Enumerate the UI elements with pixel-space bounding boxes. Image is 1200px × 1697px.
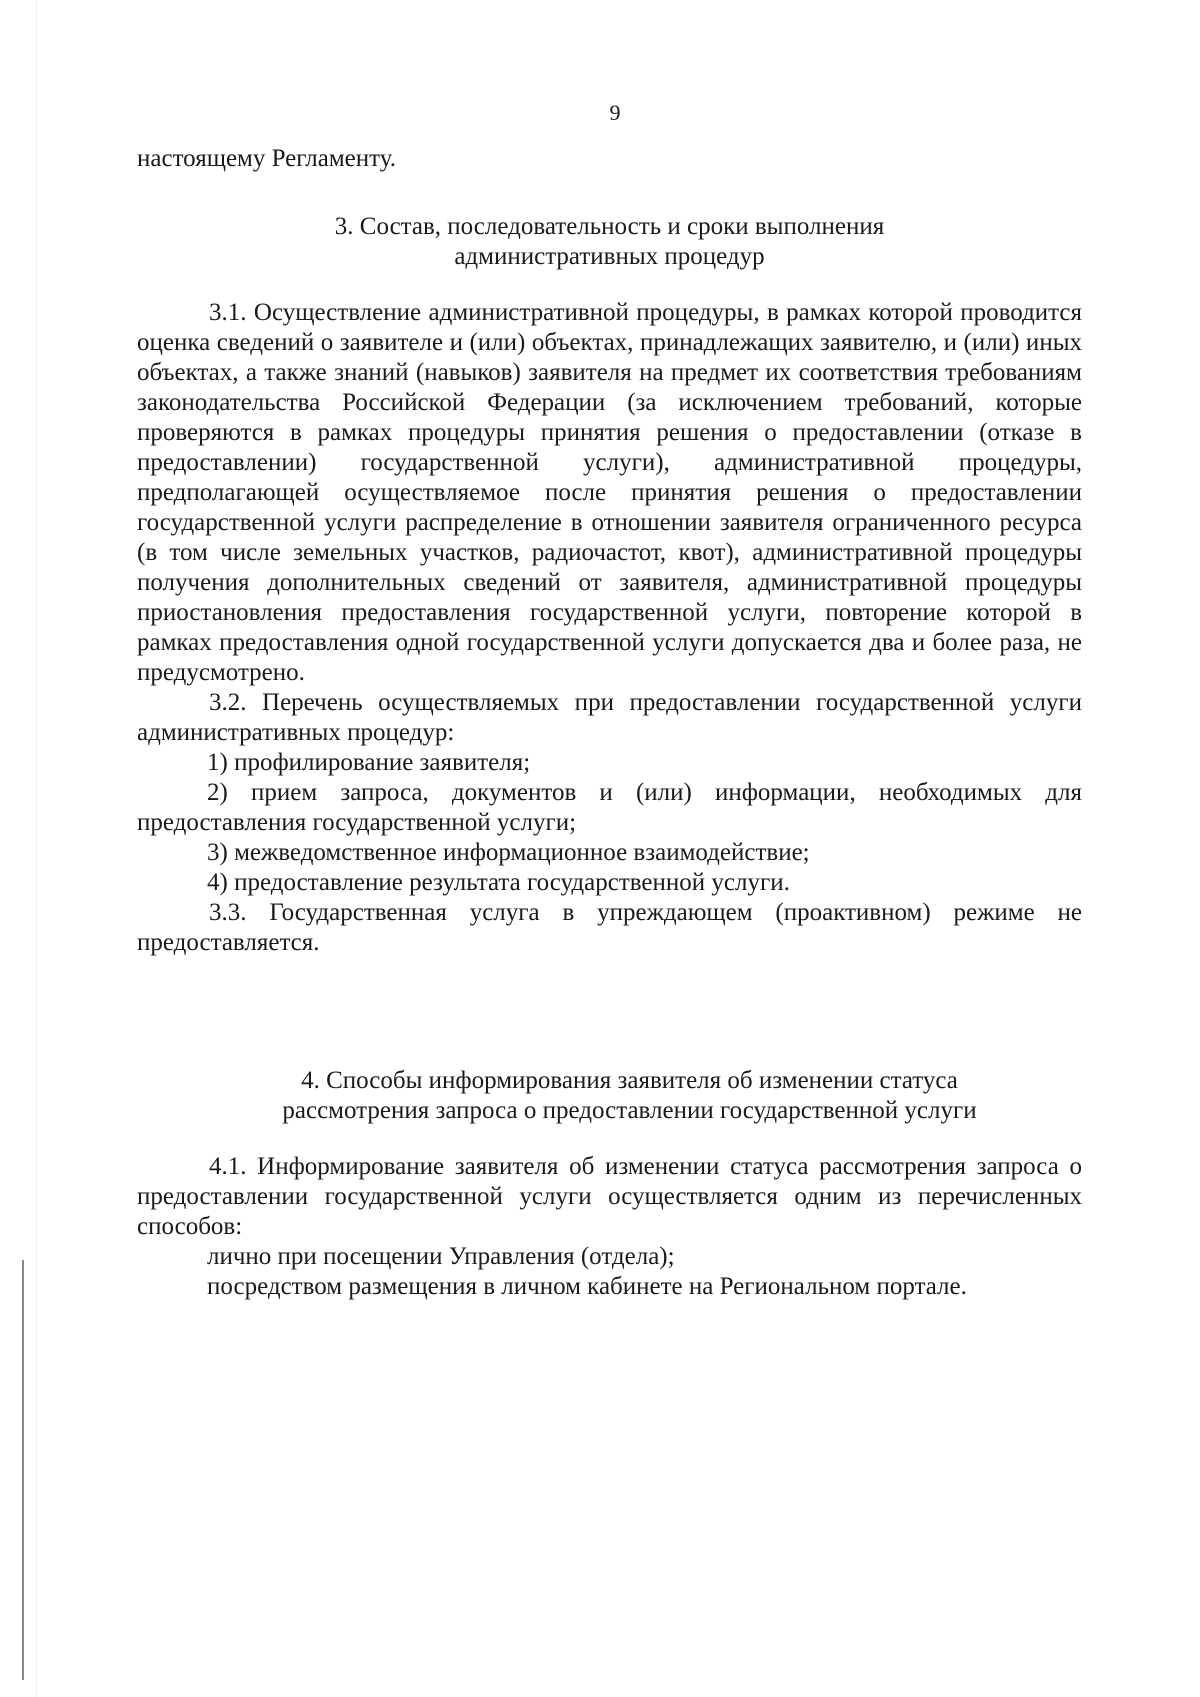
paragraph-3-2: 3.2. Перечень осуществляемых при предоставлении государственной услуги административных процедур: (137, 689, 1082, 746)
method-item-1: лично при посещении Управления (отдела); (207, 1243, 675, 1270)
section-3-heading-line-2: административных процедур (454, 243, 765, 270)
section-4-heading-line-1: 4. Способы информирования заявителя об изменении статуса (301, 1067, 958, 1094)
continuation-line: настоящему Регламенту. (137, 145, 396, 172)
paragraph-4-1: 4.1. Информирование заявителя об изменении статуса рассмотрения запроса о предоставлении государственной услуги осуществляется одним из перечисленных способов: (137, 1153, 1082, 1240)
section-3-body (137, 298, 1082, 958)
section-4-heading-line-2: рассмотрения запроса о предоставлении государственной услуги (282, 1097, 977, 1124)
procedure-item-1: 1) профилирование заявителя; (207, 749, 531, 776)
scan-artifact-edge (22, 1260, 24, 1680)
procedure-item-2: 2) прием запроса, документов и (или) информации, необходимых для предоставления государственной услуги; (137, 779, 1082, 836)
section-3-heading (137, 212, 1082, 272)
method-item-2: посредством размещения в личном кабинете на Региональном портале. (207, 1273, 967, 1300)
paragraph-3-3: 3.3. Государственная услуга в упреждающем (проактивном) режиме не предоставляется. (137, 899, 1082, 956)
page-number: 9 (609, 100, 621, 125)
section-4-heading (157, 1066, 1102, 1126)
procedure-item-3: 3) межведомственное информационное взаимодействие; (207, 839, 810, 866)
section-3-heading-line-1: 3. Состав, последовательность и сроки выполнения (334, 213, 885, 240)
continuation-text (137, 144, 1082, 174)
procedure-item-4: 4) предоставление результата государственной услуги. (207, 869, 790, 896)
paragraph-3-1: 3.1. Осуществление административной процедуры, в рамках которой проводится оценка сведений о заявителе и (или) объектах, принадлежащих заявителю, и (или) иных объектах, а также знаний (навыков) заявителя на предмет их соответствия требованиям законодательства Российской Федерации (за исключением требований, которые проверяются в рамках процедуры принятия решения о предоставлении (отказе в предоставлении) государственной услуги), административной процедуры, предполагающей осуществляемое после принятия решения о предоставлении государственной услуги распределение в отношении заявителя ограниченного ресурса (в том числе земельных участков, радиочастот, квот), административной процедуры получения дополнительных сведений от заявителя, административной процедуры приостановления предоставления государственной услуги, повторение которой в рамках предоставления одной государственной услуги допускается два и более раза, не предусмотрено. (137, 299, 1082, 686)
section-4-body (137, 1152, 1082, 1302)
scan-artifact-line (36, 0, 37, 1697)
